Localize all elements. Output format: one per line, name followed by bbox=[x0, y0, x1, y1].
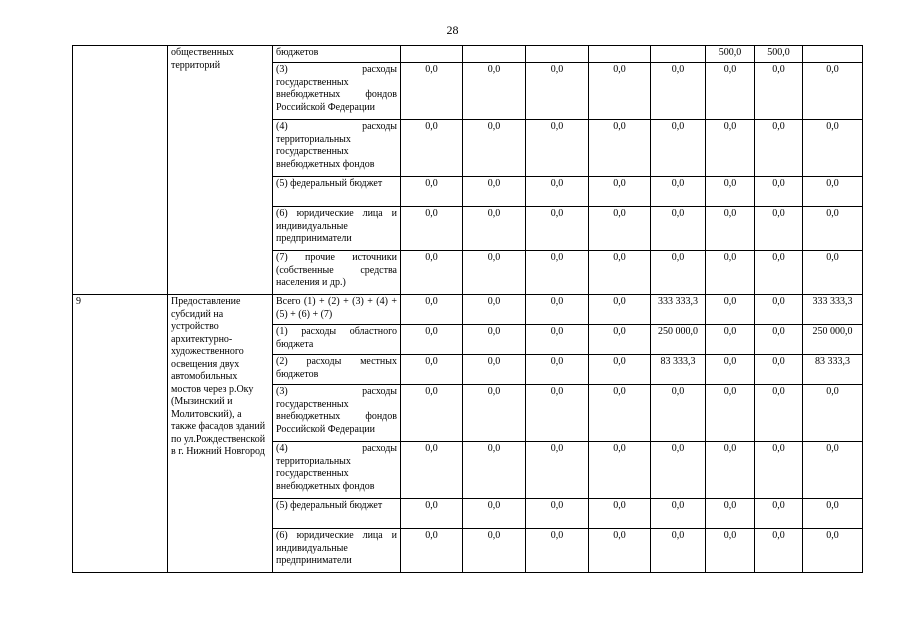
value-cell: 250 000,0 bbox=[803, 325, 863, 355]
value-cell: 0,0 bbox=[526, 295, 589, 325]
value-cell: 0,0 bbox=[463, 177, 526, 207]
value-cell bbox=[463, 46, 526, 63]
value-cell: 0,0 bbox=[803, 385, 863, 442]
value-cell: 0,0 bbox=[651, 63, 706, 120]
value-cell: 0,0 bbox=[401, 325, 463, 355]
value-cell: 0,0 bbox=[755, 295, 803, 325]
value-cell: 0,0 bbox=[755, 120, 803, 177]
value-cell: 0,0 bbox=[463, 63, 526, 120]
value-cell: 250 000,0 bbox=[651, 325, 706, 355]
value-cell: 333 333,3 bbox=[803, 295, 863, 325]
source-cell: бюджетов bbox=[273, 46, 401, 63]
value-cell: 0,0 bbox=[526, 385, 589, 442]
value-cell: 0,0 bbox=[526, 325, 589, 355]
value-cell: 0,0 bbox=[401, 120, 463, 177]
value-cell: 0,0 bbox=[589, 325, 651, 355]
source-cell: (3) расходы государственных внебюджетных фондов Российской Федерации bbox=[273, 385, 401, 442]
value-cell bbox=[526, 46, 589, 63]
value-cell: 0,0 bbox=[401, 442, 463, 499]
source-cell: (7) прочие источники (собственные средства населения и др.) bbox=[273, 251, 401, 295]
value-cell: 0,0 bbox=[706, 251, 755, 295]
value-cell: 0,0 bbox=[463, 120, 526, 177]
value-cell: 0,0 bbox=[706, 177, 755, 207]
value-cell: 0,0 bbox=[706, 529, 755, 573]
value-cell: 0,0 bbox=[589, 499, 651, 529]
value-cell: 0,0 bbox=[589, 385, 651, 442]
value-cell: 0,0 bbox=[463, 499, 526, 529]
value-cell: 0,0 bbox=[463, 355, 526, 385]
value-cell: 0,0 bbox=[401, 295, 463, 325]
value-cell: 0,0 bbox=[803, 63, 863, 120]
value-cell: 0,0 bbox=[706, 207, 755, 251]
value-cell: 0,0 bbox=[755, 355, 803, 385]
budget-table bbox=[72, 45, 863, 573]
value-cell: 0,0 bbox=[526, 177, 589, 207]
value-cell: 0,0 bbox=[651, 529, 706, 573]
value-cell: 0,0 bbox=[526, 499, 589, 529]
value-cell: 0,0 bbox=[463, 251, 526, 295]
item-number-cell: 9 bbox=[73, 295, 168, 573]
value-cell: 0,0 bbox=[463, 529, 526, 573]
value-cell: 0,0 bbox=[706, 325, 755, 355]
source-cell: (1) расходы областного бюджета bbox=[273, 325, 401, 355]
value-cell: 0,0 bbox=[526, 120, 589, 177]
value-cell: 0,0 bbox=[589, 251, 651, 295]
value-cell: 0,0 bbox=[755, 529, 803, 573]
value-cell: 0,0 bbox=[401, 355, 463, 385]
value-cell: 0,0 bbox=[755, 499, 803, 529]
value-cell: 0,0 bbox=[401, 385, 463, 442]
value-cell: 0,0 bbox=[755, 207, 803, 251]
value-cell bbox=[589, 46, 651, 63]
value-cell: 0,0 bbox=[755, 251, 803, 295]
source-cell: (5) федеральный бюджет bbox=[273, 499, 401, 529]
value-cell: 0,0 bbox=[706, 295, 755, 325]
value-cell: 0,0 bbox=[589, 177, 651, 207]
value-cell: 0,0 bbox=[589, 207, 651, 251]
value-cell: 0,0 bbox=[755, 325, 803, 355]
value-cell: 0,0 bbox=[589, 529, 651, 573]
value-cell: 0,0 bbox=[651, 385, 706, 442]
value-cell: 0,0 bbox=[526, 529, 589, 573]
value-cell: 0,0 bbox=[401, 499, 463, 529]
value-cell: 0,0 bbox=[463, 207, 526, 251]
value-cell: 0,0 bbox=[651, 499, 706, 529]
value-cell: 0,0 bbox=[401, 207, 463, 251]
value-cell: 0,0 bbox=[651, 207, 706, 251]
table-row bbox=[73, 295, 863, 325]
value-cell: 0,0 bbox=[463, 295, 526, 325]
value-cell: 0,0 bbox=[706, 499, 755, 529]
value-cell: 0,0 bbox=[589, 442, 651, 499]
value-cell: 0,0 bbox=[803, 499, 863, 529]
value-cell: 0,0 bbox=[803, 251, 863, 295]
source-cell: (5) федеральный бюджет bbox=[273, 177, 401, 207]
value-cell: 0,0 bbox=[526, 207, 589, 251]
value-cell: 83 333,3 bbox=[651, 355, 706, 385]
value-cell: 0,0 bbox=[589, 355, 651, 385]
value-cell: 83 333,3 bbox=[803, 355, 863, 385]
table-row bbox=[73, 46, 863, 63]
value-cell: 0,0 bbox=[803, 442, 863, 499]
value-cell bbox=[651, 46, 706, 63]
value-cell: 0,0 bbox=[463, 385, 526, 442]
value-cell: 0,0 bbox=[589, 120, 651, 177]
value-cell: 0,0 bbox=[401, 251, 463, 295]
value-cell bbox=[401, 46, 463, 63]
value-cell: 0,0 bbox=[401, 63, 463, 120]
item-name-cell: общественных территорий bbox=[168, 46, 273, 295]
value-cell: 500,0 bbox=[706, 46, 755, 63]
value-cell bbox=[803, 46, 863, 63]
value-cell: 0,0 bbox=[401, 177, 463, 207]
source-cell: (6) юридические лица и индивидуальные предприниматели bbox=[273, 207, 401, 251]
value-cell: 333 333,3 bbox=[651, 295, 706, 325]
value-cell: 0,0 bbox=[463, 325, 526, 355]
value-cell: 0,0 bbox=[706, 355, 755, 385]
page-number: 28 bbox=[446, 23, 459, 37]
source-cell: (4) расходы территориальных государственных внебюджетных фондов bbox=[273, 442, 401, 499]
value-cell: 0,0 bbox=[755, 385, 803, 442]
value-cell: 0,0 bbox=[755, 63, 803, 120]
value-cell: 0,0 bbox=[463, 442, 526, 499]
value-cell: 0,0 bbox=[803, 207, 863, 251]
source-cell: Всего (1) + (2) + (3) + (4) + (5) + (6) + (7) bbox=[273, 295, 401, 325]
value-cell: 0,0 bbox=[803, 529, 863, 573]
value-cell: 0,0 bbox=[651, 442, 706, 499]
source-cell: (2) расходы местных бюджетов bbox=[273, 355, 401, 385]
value-cell: 0,0 bbox=[706, 442, 755, 499]
value-cell: 0,0 bbox=[803, 177, 863, 207]
value-cell: 0,0 bbox=[526, 251, 589, 295]
value-cell: 0,0 bbox=[589, 63, 651, 120]
value-cell: 0,0 bbox=[526, 63, 589, 120]
source-cell: (4) расходы территориальных государственных внебюджетных фондов bbox=[273, 120, 401, 177]
value-cell: 0,0 bbox=[526, 355, 589, 385]
source-cell: (6) юридические лица и индивидуальные предприниматели bbox=[273, 529, 401, 573]
value-cell: 0,0 bbox=[651, 177, 706, 207]
value-cell: 0,0 bbox=[706, 120, 755, 177]
value-cell: 0,0 bbox=[755, 177, 803, 207]
value-cell: 0,0 bbox=[401, 529, 463, 573]
item-number-cell bbox=[73, 46, 168, 295]
value-cell: 0,0 bbox=[651, 120, 706, 177]
value-cell: 0,0 bbox=[803, 120, 863, 177]
value-cell: 0,0 bbox=[526, 442, 589, 499]
value-cell: 0,0 bbox=[706, 385, 755, 442]
value-cell: 500,0 bbox=[755, 46, 803, 63]
value-cell: 0,0 bbox=[651, 251, 706, 295]
value-cell: 0,0 bbox=[755, 442, 803, 499]
value-cell: 0,0 bbox=[589, 295, 651, 325]
item-name-cell: Предоставление субсидий на устройство архитектурно-художественного освещения двух автомобильных мостов через р.Оку (Мызинский и Молитовский), а также фасадов зданий по ул.Рождественской в г. Нижний Новгород bbox=[168, 295, 273, 573]
value-cell: 0,0 bbox=[706, 63, 755, 120]
source-cell: (3) расходы государственных внебюджетных фондов Российской Федерации bbox=[273, 63, 401, 120]
